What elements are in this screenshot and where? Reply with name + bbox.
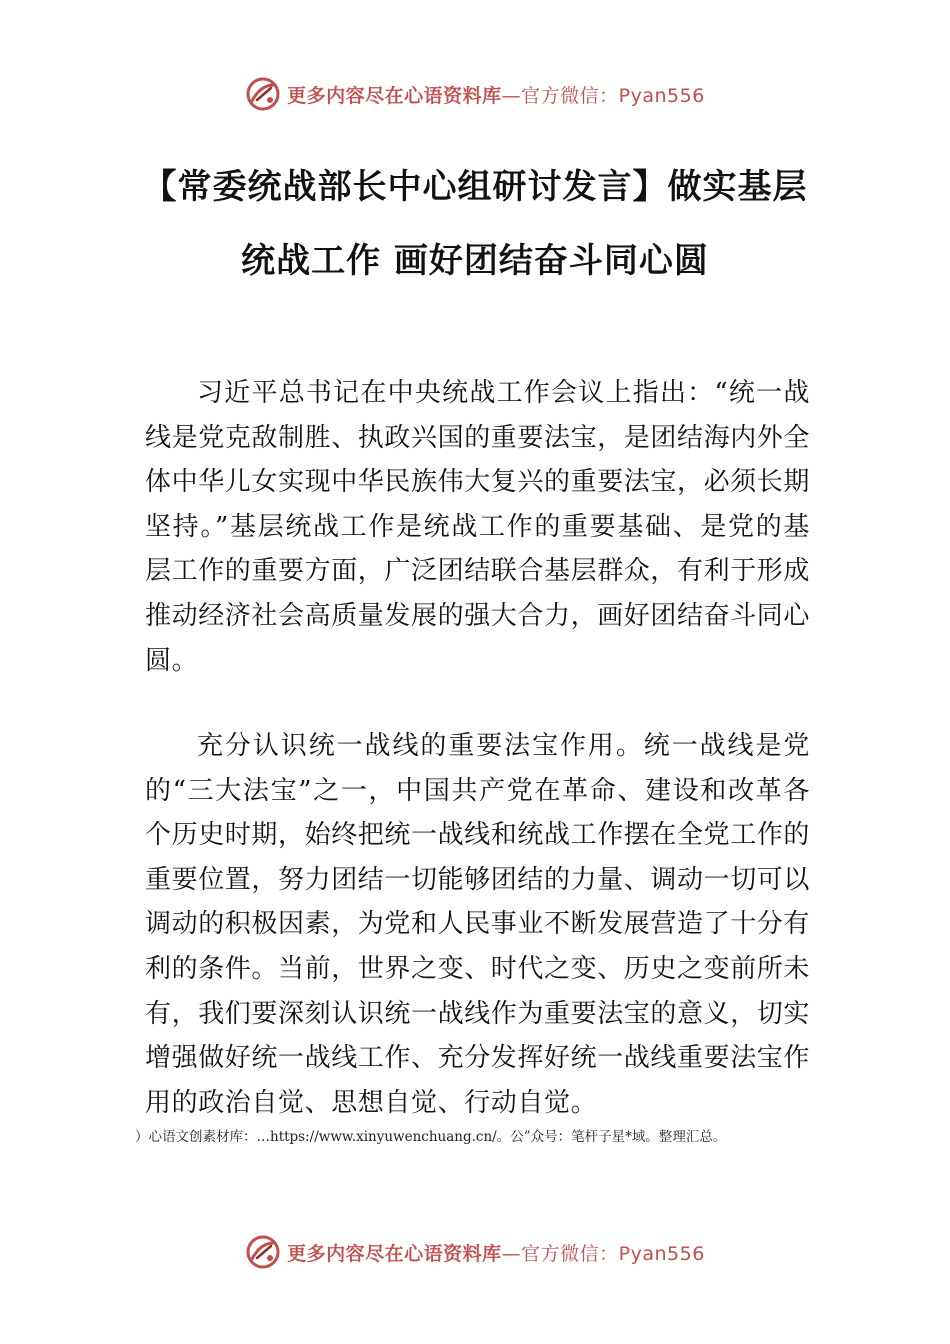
watermark-text <box>287 1239 705 1266</box>
watermark-rest-text: —官方微信：Pyan556 <box>501 84 705 107</box>
brand-logo-icon <box>245 1234 281 1270</box>
source-footnote: ）心语文创素材库：…https://www.xinyuwenchuang.cn/。公”众号：笔杆子星*域。整理汇总。 <box>135 1129 727 1145</box>
watermark-strong-text: 更多内容尽在心语资料库 <box>287 1242 502 1265</box>
document-title <box>100 150 850 298</box>
watermark-rest-text: —官方微信：Pyan556 <box>501 1242 705 1265</box>
watermark-text <box>287 81 705 108</box>
title-line-2: 统战工作 画好团结奋斗同心圆 <box>241 241 709 281</box>
brand-logo-icon <box>245 76 281 112</box>
body-paragraph-2: 充分认识统一战线的重要法宝作用。统一战线是党的“三大法宝”之一，中国共产党在革命、建设和改革各个历史时期，始终把统一战线和统战工作摆在全党工作的重要位置，努力团结一切能够团结的力量、调动一切可以调动的积极因素，为党和人民事业不断发展营造了十分有利的条件。当前，世界之变、时代之变、历史之变前所未有，我们要深刻认识统一战线作为重要法宝的意义，切实增强做好统一战线工作、充分发挥好统一战线重要法宝作用的政治自觉、思想自觉、行动自觉。 <box>145 731 811 1118</box>
watermark-strong-text: 更多内容尽在心语资料库 <box>287 84 502 107</box>
watermark-footer <box>0 1232 950 1272</box>
watermark-header <box>0 74 950 114</box>
body-paragraph-1: 习近平总书记在中央统战工作会议上指出：“统一战线是党克敌制胜、执政兴国的重要法宝，是团结海内外全体中华儿女实现中华民族伟大复兴的重要法宝，必须长期坚持。”基层统战工作是统战工作的重要基础、是党的基层工作的重要方面，广泛团结联合基层群众，有利于形成推动经济社会高质量发展的强大合力，画好团结奋斗同心圆。 <box>145 378 811 676</box>
title-line-1: 【常委统战部长中心组研讨发言】做实基层 <box>142 167 808 207</box>
